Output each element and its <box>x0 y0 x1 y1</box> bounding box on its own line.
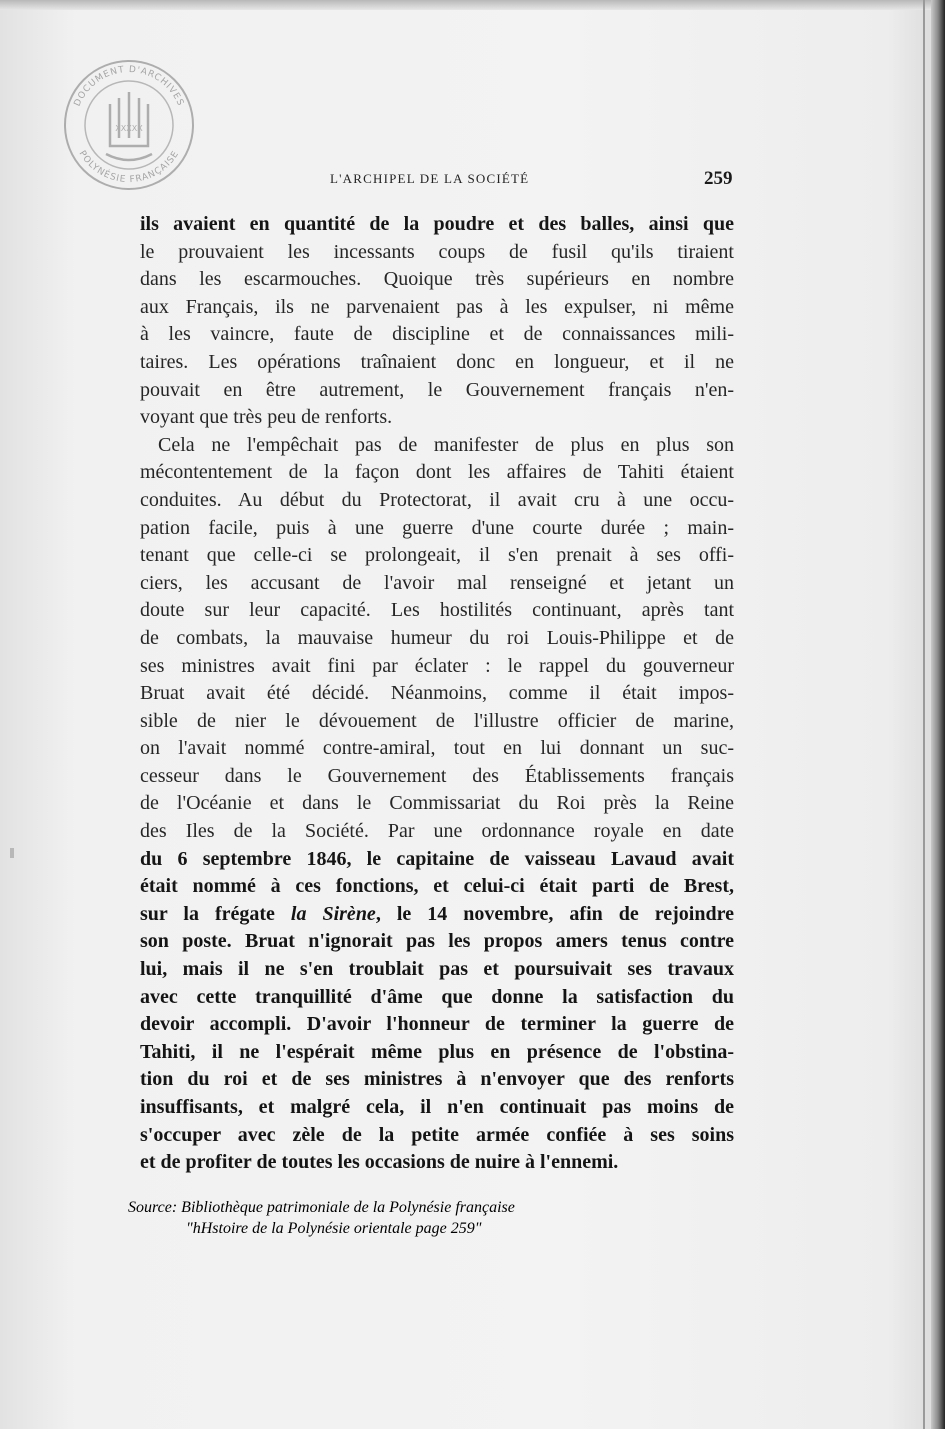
paragraph-2-end <box>140 901 734 1177</box>
text-line: sible de nier le dévouement de l'illustre officier de marine, <box>140 709 734 732</box>
text-line: de combats, la mauvaise humeur du roi Louis-Philippe et de <box>140 626 734 649</box>
text-line: voyant que très peu de renforts. <box>140 406 393 429</box>
stamp-ring-bottom-text: POLYNÉSIE FRANÇAISE <box>76 149 182 186</box>
source-line-2: "hHstoire de la Polynésie orientale page 259" <box>186 1220 482 1237</box>
text-line: lui, mais il ne s'en troublait pas et poursuivait ses travaux <box>140 958 734 981</box>
text-line: s'occuper avec zèle de la petite armée confiée à ses soins <box>140 1123 734 1146</box>
text-line: Bruat avait été décidé. Néanmoins, comme il était impos- <box>140 682 734 705</box>
stamp-center-mark: XXXXX <box>115 124 143 133</box>
source-caption <box>128 1197 515 1239</box>
text-line: doute sur leur capacité. Les hostilités continuant, après tant <box>140 599 734 622</box>
paragraph-2 <box>140 432 734 901</box>
text-line: Tahiti, il ne l'espérait même plus en présence de l'obstina- <box>140 1040 734 1063</box>
text-line-with-ship-name <box>140 901 734 929</box>
text-line: pation facile, puis à une guerre d'une courte durée ; main- <box>140 516 734 539</box>
text-line: insuffisants, et malgré cela, il n'en continuait pas moins de <box>140 1096 734 1118</box>
text-line: mécontentement de la façon dont les affaires de Tahiti étaient <box>140 461 734 484</box>
source-line-1: Source: Bibliothèque patrimoniale de la Polynésie française <box>128 1199 515 1216</box>
scan-right-line <box>923 0 925 1429</box>
paragraph-1 <box>140 211 734 432</box>
page-number: 259 <box>704 168 733 189</box>
scan-speck <box>10 848 14 858</box>
text-line: ils avaient en quantité de la poudre et des balles, ainsi que <box>140 213 734 235</box>
svg-text:POLYNÉSIE FRANÇAISE <box>77 149 182 185</box>
text-fragment: sur la frégate <box>140 902 291 925</box>
text-line: et de profiter de toutes les occasions de nuire à l'ennemi. <box>140 1151 619 1174</box>
stamp-ring-top-text: DOCUMENT D'ARCHIVES <box>72 64 186 109</box>
text-line: était nommé à ces fonctions, et celui-ci était parti de Brest, <box>140 875 734 898</box>
scan-top-edge <box>0 0 945 10</box>
text-line: à les vaincre, faute de discipline et de connaissances mili- <box>140 323 734 346</box>
text-line: tion du roi et de ses ministres à n'envoyer que des renforts <box>140 1068 734 1091</box>
text-line: Cela ne l'empêchait pas de manifester de plus en plus son <box>158 433 734 456</box>
text-line: aux Français, ils ne parvenaient pas à les expulser, ni même <box>140 295 734 318</box>
ship-name-italic: la Sirène <box>290 902 376 925</box>
text-line: tenant que celle-ci se prolongeait, il s'en prenait à ses offi- <box>140 544 734 567</box>
text-line: conduites. Au début du Protectorat, il avait cru à une occu- <box>140 488 734 511</box>
archives-stamp-logo <box>62 58 196 192</box>
text-line: taires. Les opérations traînaient donc en longueur, et il ne <box>140 350 734 373</box>
text-line: cesseur dans le Gouvernement des Établissements français <box>140 764 734 787</box>
text-line: de l'Océanie et dans le Commissariat du Roi près la Reine <box>140 792 734 815</box>
text-line: pouvait en être autrement, le Gouvernement français n'en- <box>140 378 734 401</box>
text-line: on l'avait nommé contre-amiral, tout en lui donnant un suc- <box>140 737 734 760</box>
text-fragment: , le 14 novembre, afin de rejoindre <box>375 902 734 925</box>
text-line: dans les escarmouches. Quoique très supérieurs en nombre <box>140 268 734 291</box>
scan-right-edge <box>931 0 945 1429</box>
text-line: son poste. Bruat n'ignorait pas les propos amers tenus contre <box>140 930 734 953</box>
text-line: avec cette tranquillité d'âme que donne la satisfaction du <box>140 985 734 1008</box>
text-line: ciers, les accusant de l'avoir mal renseigné et jetant un <box>140 571 734 594</box>
text-line: ses ministres avait fini par éclater : le rappel du gouverneur <box>140 654 734 677</box>
text-line: des Iles de la Société. Par une ordonnance royale en date <box>140 820 734 843</box>
text-line: devoir accompli. D'avoir l'honneur de terminer la guerre de <box>140 1013 734 1036</box>
body-text <box>140 211 734 1177</box>
text-line: du 6 septembre 1846, le capitaine de vaisseau Lavaud avait <box>140 847 734 870</box>
running-title: L'ARCHIPEL DE LA SOCIÉTÉ <box>330 171 530 186</box>
text-line: le prouvaient les incessants coups de fusil qu'ils tiraient <box>140 240 734 263</box>
